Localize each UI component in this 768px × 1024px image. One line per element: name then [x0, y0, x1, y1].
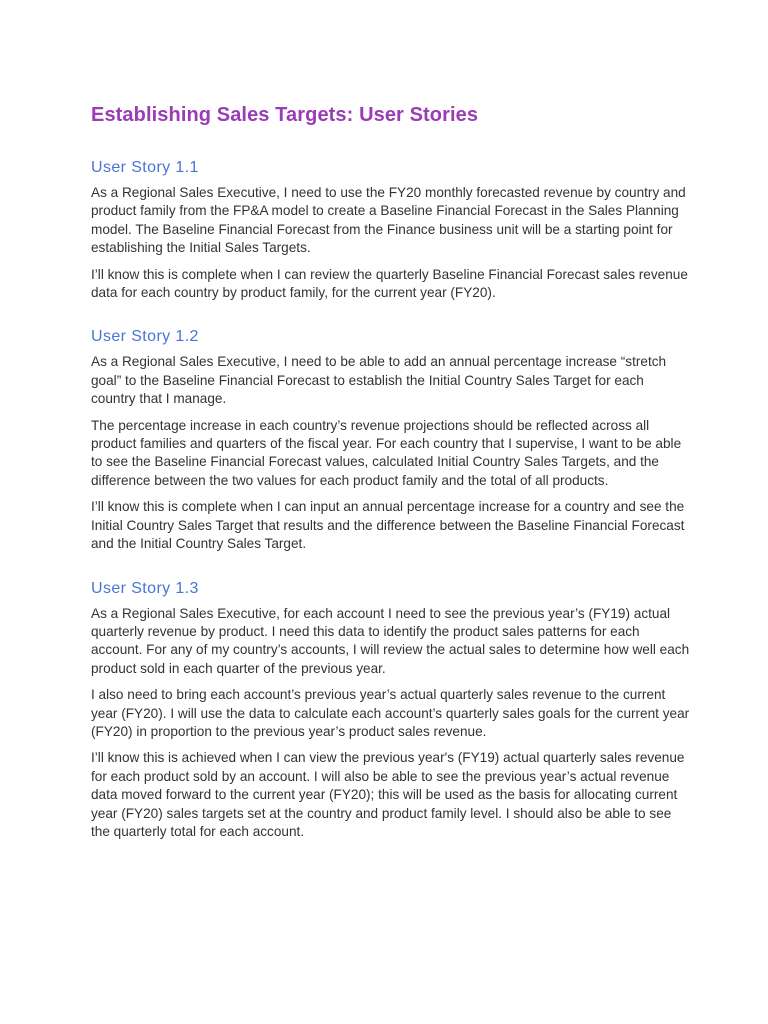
story-heading: User Story 1.3 [91, 579, 199, 597]
story-heading: User Story 1.1 [91, 159, 199, 176]
story-paragraph: I’ll know this is achieved when I can view the previous year's (FY19) actual quarterly sales revenue for each product sold by an account. I will also be able to see the previous year’s actual revenue data moved forward to the current year (FY20); this will be used as the basis for allocating current year (FY20) sales targets set at the country and product family level. I should also be able to see the quarterly total for each account. [91, 750, 685, 839]
user-story-1-1 [91, 156, 691, 302]
user-story-1-3 [91, 577, 691, 842]
user-story-1-2 [91, 325, 691, 553]
page-title: Establishing Sales Targets: User Stories [91, 104, 479, 126]
story-paragraph: As a Regional Sales Executive, for each account I need to see the previous year’s (FY19) actual quarterly revenue by product. I need this data to identify the product sales patterns for each account. For any of my country’s accounts, I will review the actual sales to determine how well each product sold in each quarter of the previous year. [91, 605, 690, 676]
story-paragraph: As a Regional Sales Executive, I need to use the FY20 monthly forecasted revenue by country and product family from the FP&A model to create a Baseline Financial Forecast in the Sales Planning model. The Baseline Financial Forecast from the Finance business unit will be a starting point for establishing the Initial Sales Targets. [91, 185, 686, 256]
story-paragraph: I’ll know this is complete when I can input an annual percentage increase for a country and see the Initial Country Sales Target that results and the difference between the Baseline Financial Forecast and the Initial Country Sales Target. [91, 499, 685, 552]
story-paragraph: I also need to bring each account’s previous year’s actual quarterly sales revenue to the current year (FY20). I will use the data to calculate each account’s quarterly sales goals for the current year (FY20) in proportion to the previous year’s product sales revenue. [91, 687, 690, 739]
story-paragraph: As a Regional Sales Executive, I need to be able to add an annual percentage increase “stretch goal” to the Baseline Financial Forecast to establish the Initial Country Sales Target for each country that I manage. [91, 354, 667, 407]
story-heading: User Story 1.2 [91, 328, 199, 346]
story-paragraph: The percentage increase in each country’s revenue projections should be reflected across all product families and quarters of the fiscal year. For each country that I supervise, I want to be able to see the Baseline Financial Forecast values, calculated Initial Country Sales Targets, and the difference between the two values for each product family and the total of all products. [91, 417, 682, 488]
document-page [91, 100, 691, 864]
story-paragraph: I’ll know this is complete when I can review the quarterly Baseline Financial Forecast sales revenue data for each country by product family, for the current year (FY20). [91, 266, 688, 301]
